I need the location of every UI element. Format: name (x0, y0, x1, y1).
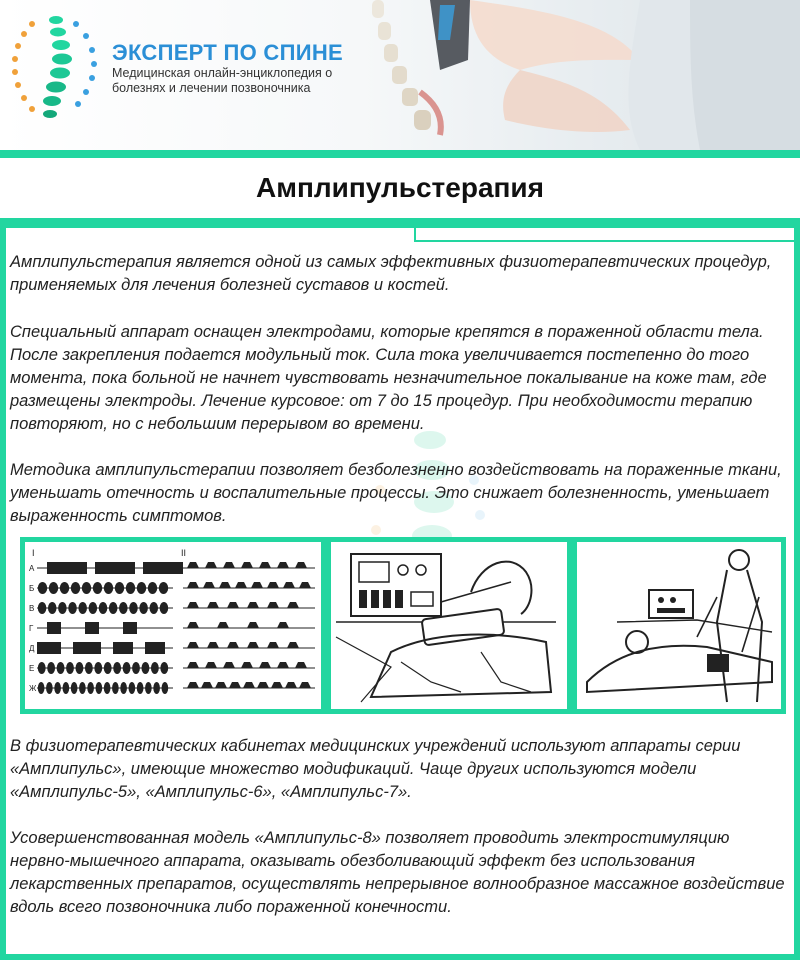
waveform-pulse (287, 642, 299, 648)
waveform-pulse (247, 602, 259, 608)
waveform-pulse (187, 622, 199, 628)
amplipulse-device-drawing (331, 542, 567, 709)
waveform-burst (38, 682, 45, 694)
waveform-pulse (241, 662, 253, 668)
waveform-pulse (205, 662, 217, 668)
waveform-burst (38, 582, 47, 594)
waveform-burst (153, 682, 160, 694)
waveform-burst (160, 662, 168, 674)
waveform-burst (137, 682, 144, 694)
waveform-burst (76, 662, 84, 674)
waveform-block (85, 622, 99, 634)
waveform-burst (162, 682, 169, 694)
page-title: Амплипульстерапия (256, 172, 544, 203)
waveform-burst (85, 662, 93, 674)
waveform-burst (38, 662, 46, 674)
waveform-pulse (295, 662, 307, 668)
waveform-diagram (25, 542, 321, 709)
waveform-burst (96, 682, 103, 694)
waveform-pulse (285, 682, 297, 688)
waveform-pulse (283, 582, 295, 588)
waveform-pulse (267, 582, 279, 588)
article-paragraph-3: Методика амплипульстерапии позволяет безболезненно воздействовать на пораженные ткани, уменьшать отечность и воспалительные процессы. Это снижает болезненность, уменьшает выраженность симптомов. (10, 461, 782, 525)
waveform-pulse (217, 622, 229, 628)
waveform-pulse (295, 562, 307, 568)
waveform-pulse (207, 642, 219, 648)
waveform-pulse (241, 562, 253, 568)
waveform-pulse (187, 662, 199, 668)
waveform-row-label: Е (29, 664, 35, 673)
waveform-burst (104, 662, 112, 674)
waveform-burst (129, 602, 138, 614)
waveform-pulse (203, 582, 215, 588)
waveform-pulse (271, 682, 283, 688)
waveform-pulse (229, 682, 241, 688)
waveform-pulse (223, 662, 235, 668)
waveform-burst (132, 662, 140, 674)
waveform-burst (60, 582, 69, 594)
article-paragraph-4: В физиотерапевтических кабинетах медицинских учреждений используют аппараты серии «Амплипульс», имеющие множество модификаций. Чаще других используются модели «Амплипульс-5», «Амплипульс-6», «Амплипульс-7». (10, 737, 741, 801)
waveform-burst (160, 602, 169, 614)
waveform-burst (126, 582, 135, 594)
waveform-burst (145, 682, 152, 694)
waveform-burst (71, 682, 78, 694)
waveform-burst (48, 602, 57, 614)
waveform-burst (78, 602, 87, 614)
waveform-burst (99, 602, 108, 614)
waveform-burst (139, 602, 148, 614)
waveform-burst (58, 602, 67, 614)
waveform-pulse (227, 642, 239, 648)
waveform-row-label: А (29, 564, 35, 573)
waveform-burst (94, 662, 102, 674)
waveform-block (113, 642, 133, 654)
waveform-block (123, 622, 137, 634)
waveform-burst (66, 662, 74, 674)
waveform-burst (142, 662, 150, 674)
waveform-pulse (257, 682, 269, 688)
waveform-pulse (243, 682, 255, 688)
waveform-burst (112, 682, 119, 694)
waveform-burst (129, 682, 136, 694)
waveform-pulse (267, 642, 279, 648)
waveform-pulse (277, 622, 289, 628)
waveform-burst (113, 662, 121, 674)
waveform-pulse (235, 582, 247, 588)
waveform-burst (109, 602, 118, 614)
waveform-block (37, 642, 61, 654)
waveform-pulse (201, 682, 213, 688)
waveform-pulse (299, 682, 311, 688)
waveform-block (47, 562, 87, 574)
device-illustration-figure (326, 537, 572, 714)
waveform-burst (123, 662, 131, 674)
waveform-pulse (247, 622, 259, 628)
waveform-burst (87, 682, 94, 694)
waveform-block (73, 642, 101, 654)
waveform-burst (120, 682, 127, 694)
waveform-burst (151, 662, 159, 674)
waveform-burst (104, 682, 111, 694)
article-paragraph-5: Усовершенствованная модель «Амплипульс-8» позволяет проводить электростимуляцию нервно-мышечного аппарата, оказывать обезболивающий эффект без использования лекарственных препаратов, осуществлять непрерывное волнообразное массажное воздействие вдоль всего позвоночника либо пораженной конечности. (10, 829, 785, 916)
waveform-pulse (247, 642, 259, 648)
waveform-burst (49, 582, 58, 594)
waveform-block (145, 642, 165, 654)
article-paragraph-2: Специальный аппарат оснащен электродами, которые крепятся в пораженной области тела. После закрепления подается модульный ток. Сила тока увеличивается постепенно до того момента, пока больной не начнет чувствовать незначительное покалывание на коже там, где размещены электроды. Лечение курсовое: от 7 до 15 процедур. При необходимости терапию повторяют, но с небольшим перерывом во времени. (10, 323, 767, 433)
waveform-burst (46, 682, 53, 694)
waveform-pulse (187, 642, 199, 648)
waveform-burst (93, 582, 102, 594)
waveform-burst (68, 602, 77, 614)
section-label-ii: II (181, 548, 187, 558)
waveform-pulse (259, 662, 271, 668)
waveform-pulse (223, 562, 235, 568)
waveform-burst (54, 682, 61, 694)
section-label-i: I (32, 548, 35, 558)
waveform-row-label: Б (29, 584, 35, 593)
waveform-block (143, 562, 183, 574)
waveform-figure (20, 537, 326, 714)
waveform-row-label: Г (29, 624, 34, 633)
waveform-pulse (207, 602, 219, 608)
site-header (0, 0, 800, 150)
waveform-block (47, 622, 61, 634)
waveform-pulse (299, 582, 311, 588)
waveform-burst (137, 582, 146, 594)
article-paragraph-1: Амплипульстерапия является одной из самых эффективных физиотерапевтических процедур, применяемых для лечения болезней суставов и костей. (10, 253, 772, 294)
waveform-burst (71, 582, 80, 594)
waveform-pulse (205, 562, 217, 568)
waveform-pulse (227, 602, 239, 608)
waveform-row-label: Д (29, 644, 35, 653)
waveform-burst (38, 602, 47, 614)
waveform-pulse (277, 562, 289, 568)
decorative-corner-line (414, 218, 796, 242)
waveform-pulse (267, 602, 279, 608)
waveform-pulse (187, 582, 199, 588)
procedure-illustration-figure (572, 537, 786, 714)
waveform-burst (115, 582, 124, 594)
waveform-burst (79, 682, 86, 694)
waveform-burst (63, 682, 70, 694)
waveform-burst (47, 662, 55, 674)
waveform-pulse (187, 602, 199, 608)
treatment-procedure-drawing (577, 542, 781, 709)
waveform-row-label: В (29, 604, 35, 613)
waveform-burst (57, 662, 65, 674)
waveform-burst (82, 582, 91, 594)
waveform-burst (149, 602, 158, 614)
waveform-burst (148, 582, 157, 594)
waveform-pulse (215, 682, 227, 688)
waveform-burst (159, 582, 168, 594)
waveform-pulse (187, 562, 199, 568)
waveform-burst (104, 582, 113, 594)
waveform-pulse (277, 662, 289, 668)
waveform-burst (119, 602, 128, 614)
waveform-pulse (287, 602, 299, 608)
spine-logo-icon (6, 10, 116, 130)
title-bar (0, 158, 800, 218)
waveform-pulse (259, 562, 271, 568)
waveform-pulse (251, 582, 263, 588)
brand-subtitle: Медицинская онлайн-энциклопедия о болезнях и лечении позвоночника (112, 66, 333, 95)
waveform-pulse (219, 582, 231, 588)
brand-title[interactable]: ЭКСПЕРТ ПО СПИНЕ (112, 40, 344, 65)
waveform-pulse (187, 682, 199, 688)
waveform-block (95, 562, 135, 574)
waveform-burst (89, 602, 98, 614)
waveform-row-label: Ж (29, 684, 37, 693)
